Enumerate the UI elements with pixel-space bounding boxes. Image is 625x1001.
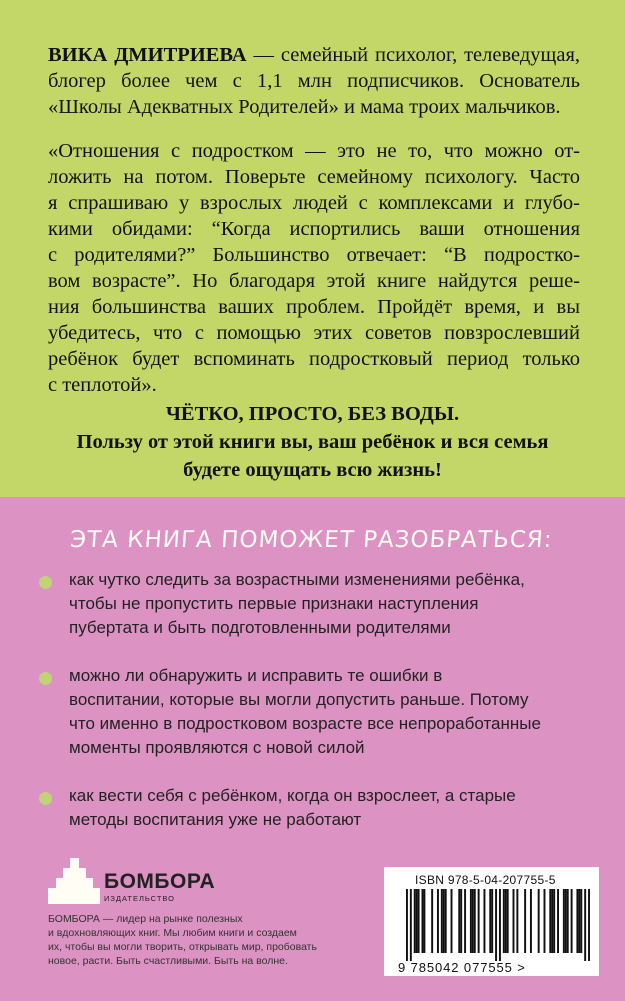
benefit-line: моменты проявляются с новой силой [69,738,365,757]
barcode-bar [557,889,559,953]
author-name: ВИКА ДМИТРИЕВА [48,44,247,66]
barcode-bar [431,889,433,953]
barcode-bar [460,889,462,953]
top-section [0,0,625,497]
publisher-line: БОМБОРА — лидер на рынке полезных [48,913,243,925]
barcode-bar [563,889,565,953]
slogan-line-3: будете ощущать всю жизнь! [183,459,442,481]
barcode-bar [445,889,447,953]
barcode-bar [530,889,532,953]
barcode-bar [565,889,567,953]
barcode-bar [544,889,546,953]
publisher-line: их, чтобы вы могли творить, открывать мир, пробовать [48,941,317,953]
helps-title: ЭТА КНИГА ПОМОЖЕТ РАЗОБРАТЬСЯ: [69,527,554,553]
publisher-description [48,912,338,968]
barcode-bar [414,889,416,953]
barcode-bar [464,889,466,953]
quote-line: с теплотой». [48,374,157,396]
quote-line: ложить на потом. Поверьте семейному психологу. Часто [48,166,580,188]
benefit-line: как вести себя с ребёнком, когда он взрослеет, а старые [69,786,516,805]
quote-line: ния большинства ваших проблем. Пройдёт время, и вы [48,296,580,318]
quote-line: с родителями?” Большинство отвечает: “В подростко- [48,244,580,266]
barcode-bar [491,889,493,953]
bullet-dot-icon [39,792,52,805]
barcode-bar [410,889,412,961]
benefit-line: чтобы не пропустить первые признаки наступления [69,594,479,613]
author-description: — семейный психолог, телеведущая, блогер более чем с 1,1 млн подписчиков. Основатель «Школы Адекватных Родителей» и мама троих мальчиков. [48,44,580,118]
barcode-bar [421,889,423,953]
barcode-bar [406,889,408,961]
author-quote [48,138,580,398]
publisher-line: новое, расти. Быть счастливыми. Быть на волне. [48,955,288,967]
bombora-logo-icon [48,858,100,908]
barcode-bar [418,889,420,953]
quote-line: вом возрасте”. Но благодаря этой книге найдутся реше- [48,270,580,292]
bullet-dot-icon [39,576,52,589]
isbn-barcode-box [384,867,599,976]
barcode-bar [499,889,501,961]
quote-line: кими обидами: “Когда испортились ваши отношения [48,218,580,240]
barcode-bar [524,889,526,953]
barcode-bar [538,889,540,953]
benefit-text [69,784,579,832]
quote-line: «Отношения с подростком — это не то, что можно от- [48,140,580,162]
barcode-bar [578,889,580,953]
benefit-line: можно ли обнаружить и исправить те ошибки в [69,666,443,685]
benefit-text [69,664,579,760]
slogan-line-1: ЧЁТКО, ПРОСТО, БЕЗ ВОДЫ. [165,403,460,425]
benefit-line: воспитании, которые вы могли допустить раньше. Потому [69,690,529,709]
bullet-dot-icon [39,672,52,685]
author-bio [48,42,580,120]
barcode-bar [513,889,515,953]
barcode-bar [423,889,425,953]
publisher-line: и вдохновляющих книг. Мы любим книги и создаем [48,927,297,939]
barcode-bar [472,889,474,953]
quote-line: убедитесь, что с помощью этих советов повзрослевший [48,322,580,344]
slogan-line-2: Пользу от этой книги вы, ваш ребёнок и вся семья [76,431,549,453]
barcode-bar [443,889,445,953]
barcode-bar [580,889,582,953]
barcode-bar [483,889,485,953]
benefit-line: что именно в подростковом возрасте все непроработанные [69,714,541,733]
barcode-bar [567,889,569,953]
slogan [30,400,595,484]
barcode-bar [571,889,573,953]
benefit-line: методы воспитания уже не работают [69,810,362,829]
barcode-bar [451,889,453,953]
barcode-bar [553,889,555,953]
barcode-bar [507,889,509,953]
barcode-bar [549,889,551,953]
barcode-bar [551,889,553,953]
publisher-logo [48,858,238,908]
quote-line: ребёнок будет вспоминать подростковый период только [48,348,580,370]
benefit-line: как чутко следить за возрастными изменениями ребёнка, [69,570,525,589]
barcode-bar [470,889,472,953]
barcode-bar [437,889,439,953]
barcode-bar [495,889,497,961]
barcode-bar [474,889,476,953]
barcode-bar [588,889,590,961]
barcode-bar [416,889,418,953]
barcode-bar [584,889,586,961]
barcode [406,889,590,961]
barcode-bar [505,889,507,953]
barcode-bar [441,889,443,953]
barcode-bar [503,889,505,953]
barcode-bar [516,889,518,953]
logo-name: БОМБОРА [104,870,216,893]
isbn-digits: 9 785042 077555 > [398,960,526,975]
isbn-label: ISBN 978-5-04-207755-5 [415,873,556,887]
logo-subtitle: ИЗДАТЕЛЬСТВО [104,894,176,903]
benefit-line: пубертата и быть подготовленными родителями [69,618,451,637]
quote-line: я спрашиваю у взрослых людей с комплексами и глубо- [48,192,580,214]
barcode-bar [576,889,578,953]
barcode-bar [489,889,491,953]
benefit-text [69,568,579,640]
barcode-bar [458,889,460,953]
barcode-bar [478,889,480,953]
